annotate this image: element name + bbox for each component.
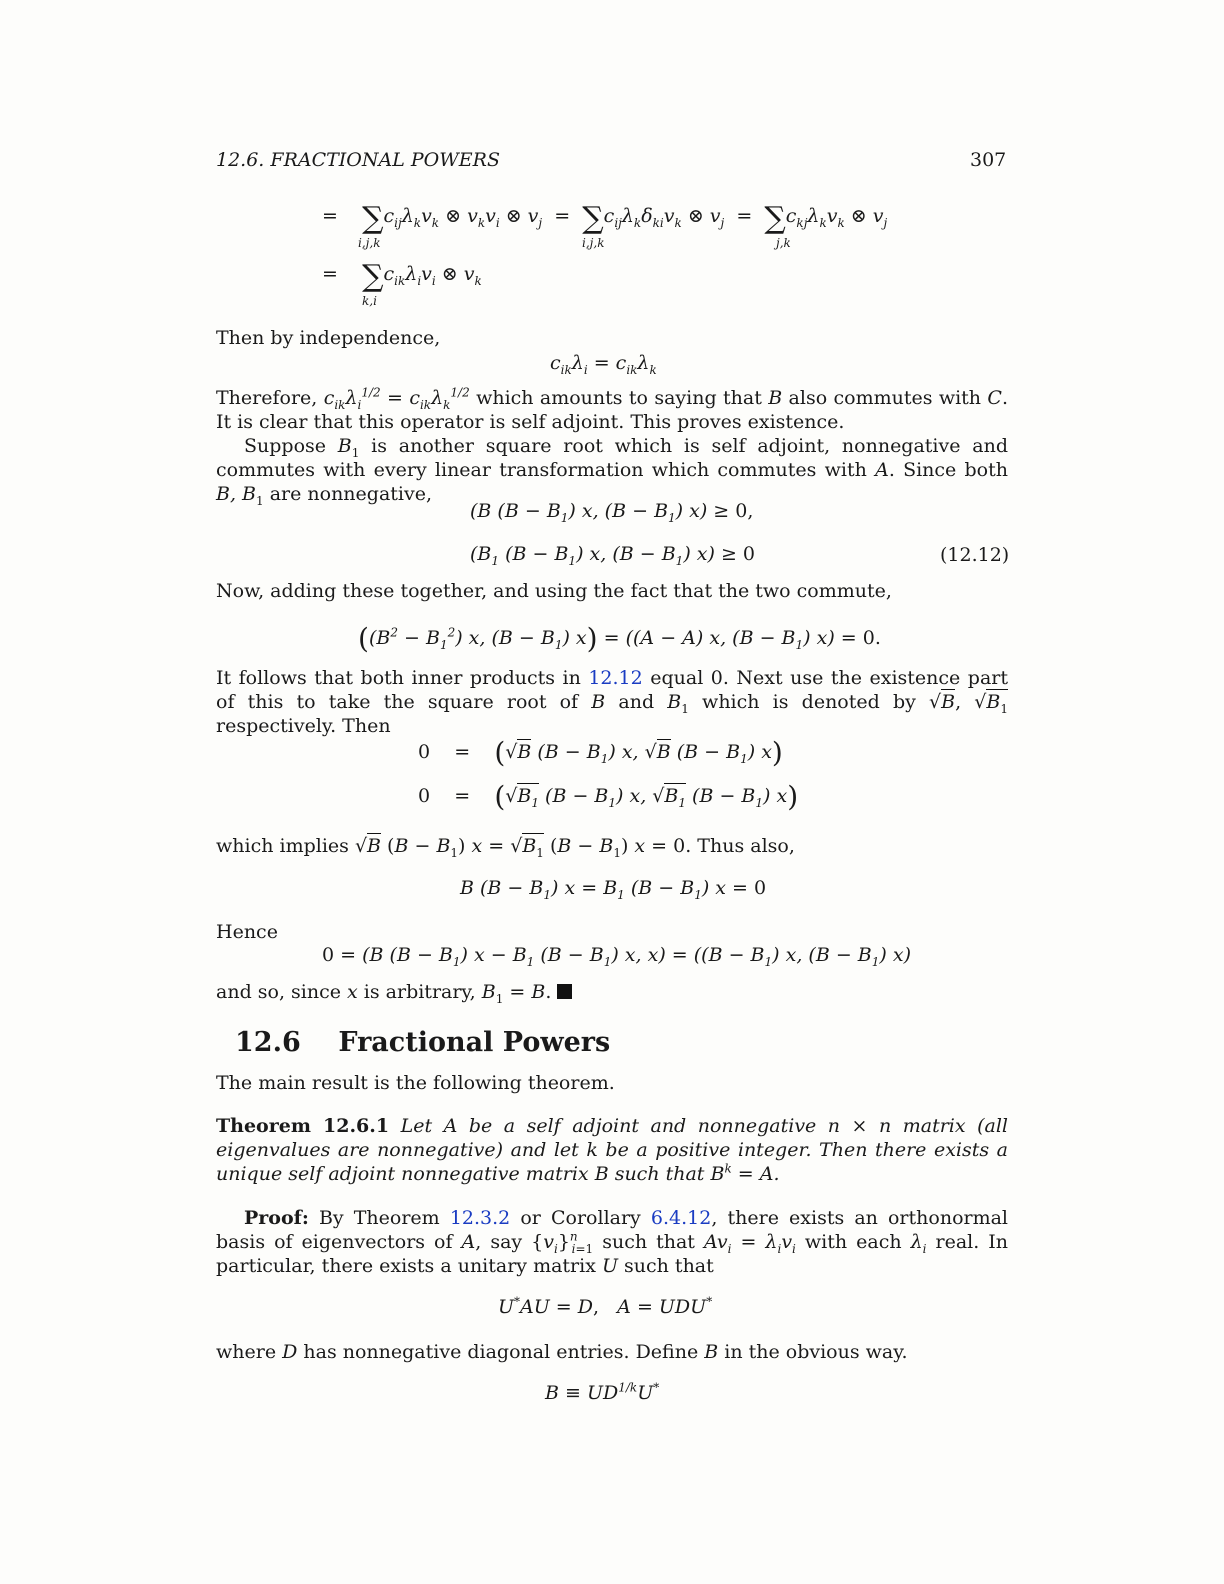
qed-square-icon — [557, 984, 572, 999]
sum-equation-line2: = $\sum c_{ik}\lambda_iv_i$ ⊗ $v_k$ — [322, 259, 482, 294]
link-corollary-6-4-12[interactable]: 6.4.12 — [650, 1207, 712, 1229]
equation-unitary: U*AU = D, A = UDU* — [498, 1294, 713, 1318]
section-heading — [235, 1026, 610, 1060]
page-number: 307 — [970, 149, 1007, 171]
equation-define-b: $B \equiv UD^{1/k}U^*$ — [545, 1380, 660, 1404]
sum-index-4: k,i — [362, 294, 377, 308]
paragraph-arbitrary: and so, since x is arbitrary, $B_1 = B$. — [216, 980, 572, 1004]
equation-hence: 0 = (B $(B - B_1)$ $x - B_1$ $(B - B_1)$ x, $x) = ((B - B_1)$ x, $(B - B_1)$ x) — [322, 944, 911, 969]
equation-label: (12.12) — [940, 544, 1010, 566]
section-intro: The main result is the following theorem. — [216, 1072, 615, 1094]
paragraph-suppose: Suppose $B_1$ is another square root which is self adjoint, nonnegative and commutes with every linear transformation which commutes with A. Since both B, $B_1$ are nonnegative, — [216, 435, 1008, 508]
link-theorem-12-3-2[interactable]: 12.3.2 — [449, 1207, 511, 1229]
paragraph-define: where D has nonnegative diagonal entries. Define B in the obvious way. — [216, 1341, 908, 1363]
paragraph-adding: Now, adding these together, and using the fact that the two commute, — [216, 580, 892, 602]
equation-1212-b: ($B_1$ $(B - B_1)$ x, $(B - B_1)$ x) ≥ 0 — [470, 543, 755, 568]
paragraph-implies: which implies √B $(B - B_1)$ $x = √B_1$ $(B - B_1)$ x = 0. Thus also, — [216, 835, 795, 860]
link-12-12[interactable]: 12.12 — [588, 667, 643, 689]
sum-equation-line1: = $\sum c_{ij}\lambda_kv_k$ ⊗ $v_kv_i$ ⊗ $v_j = \sum c_{ij}\lambda_k\delta_{ki}v_k$ ⊗ $v_j = \sum c_{kj}\lambda_kv_k$ ⊗ $v_j$ — [322, 201, 888, 236]
running-header: 12.6. FRACTIONAL POWERS — [216, 149, 500, 171]
theorem-block: Theorem 12.6.1 Let A be a self adjoint and nonnegative n × n matrix (all eigenvalues are nonnegative) and let k be a positive integer. Then there exists a unique self adjoint nonnegative matrix B such that $B^k = A$. — [216, 1115, 1008, 1185]
paragraph-therefore: Therefore, $c_{ik}\lambda_i^{1/2} = c_{ik}\lambda_k^{1/2}$ which amounts to saying that B also commutes with C. It is clear that this operator is self adjoint. This proves existence. — [216, 385, 1009, 433]
proof-text-1: By Theorem — [308, 1207, 450, 1229]
proof-label: Proof: — [244, 1207, 309, 1229]
section-number: 12.6 — [235, 1027, 301, 1058]
equation-independence: $c_{ik}\lambda_i = c_{ik}\lambda_k$ — [550, 352, 657, 377]
equation-zero-a: 0 = (√B $(B - B_1)$ x, √B $(B - B_1)$ x) — [418, 736, 783, 769]
sum-index-1: i,j,k — [358, 236, 381, 250]
paragraph-independence: Then by independence, — [216, 327, 441, 349]
proof-block: Proof: By Theorem 12.3.2 or Corollary 6.4.12, there exists an orthonormal basis of eigenvectors of A, say $\{v_i\}^n_{i=1}$ such that $Av_i = \lambda_iv_i$ with each $\lambda_i$ real. In particular, there exists a unitary matrix U such that — [216, 1207, 1009, 1277]
equation-add: ($(B^2 - B_1^2)$ x, $(B - B_1)$ x) = ((A − A) x, $(B - B_1)$ x) = 0. — [358, 622, 881, 655]
equation-zero-b: 0 = ($√B_1$ $(B - B_1)$ x, $√B_1$ $(B - B_1)$ x) — [418, 780, 799, 813]
paragraph-follows: It follows that both inner products in 12.12 equal 0. Next use the existence part of this to take the square root of B and $B_1$ which is denoted by √B, $√B_1$ respectively. Then — [216, 667, 1008, 737]
equation-thus: B $(B - B_1)$ $x = B_1$ $(B - B_1)$ x = 0 — [460, 877, 767, 902]
theorem-label: Theorem 12.6.1 — [216, 1115, 390, 1137]
section-title: Fractional Powers — [338, 1027, 611, 1058]
proof-text-2: or Corollary — [510, 1207, 651, 1229]
text-hence: Hence — [216, 921, 278, 943]
equation-1212-a: (B $(B - B_1)$ x, $(B - B_1)$ x) ≥ 0, — [470, 500, 754, 525]
sum-index-3: j,k — [776, 236, 791, 250]
sum-index-2: i,j,k — [582, 236, 605, 250]
